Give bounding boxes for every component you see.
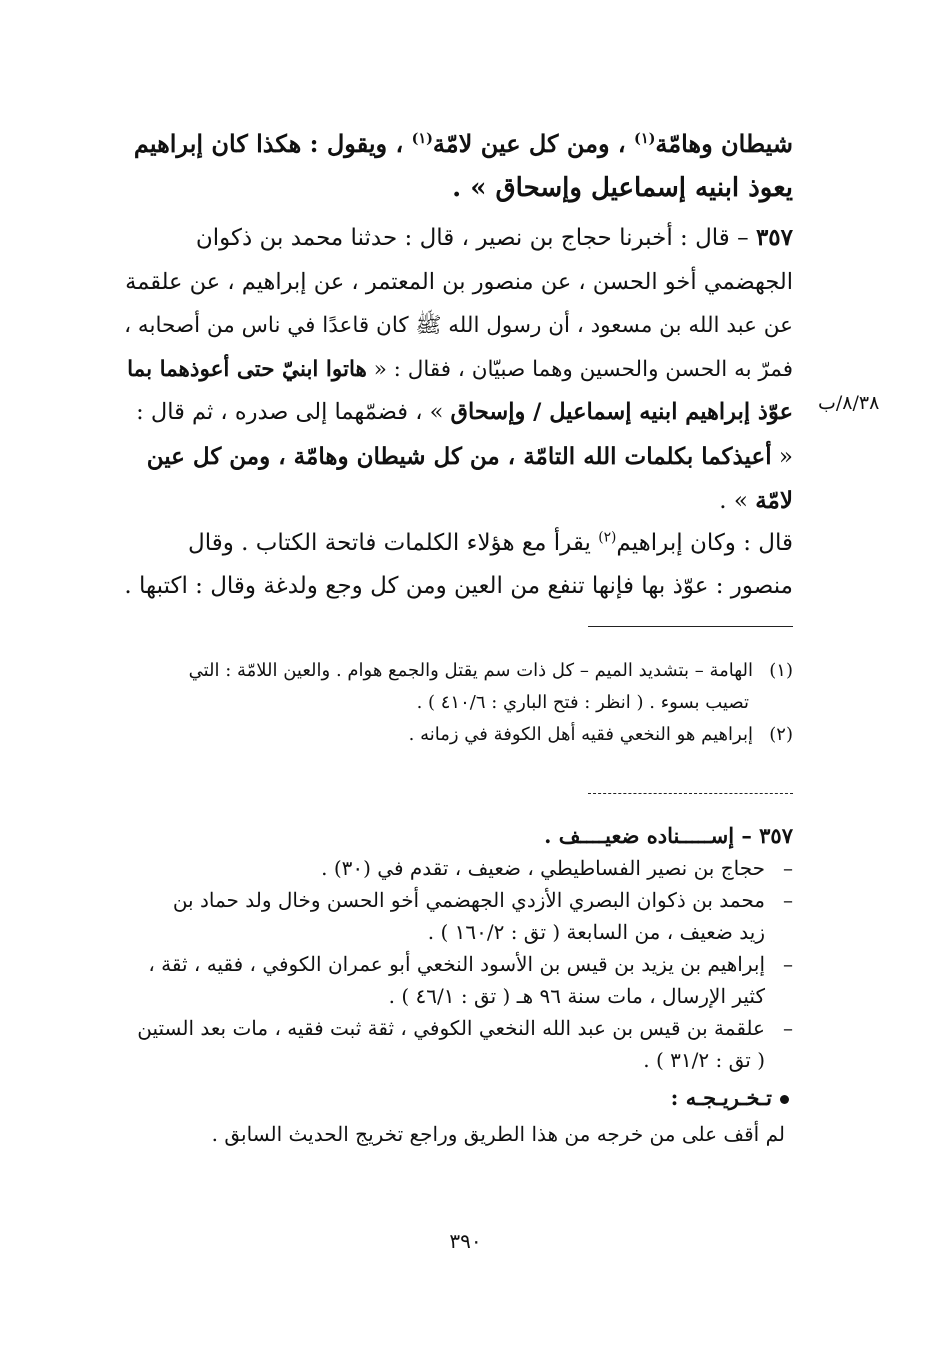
footnote-text: الهامة – بتشديد الميم – كل ذات سم يقتل والجمع هوام . والعين اللامّة : التي [188,660,753,681]
hadith-text: » . [719,488,756,514]
hadith-quote: لامّة [755,487,793,514]
footnote-divider [588,626,793,627]
narrator-item [125,852,793,884]
narrator-item-cont: زيد ضعيف ، من السابعة ( تق : ١٦٠/٢ ) . [427,920,765,944]
list-dash: – [783,888,793,912]
intro-text: ، ومن كل عين لامّة [432,129,635,158]
footnote-2 [125,719,793,751]
intro-text: شيطان وهامّة [655,129,793,158]
list-dash: – [783,1016,793,1040]
narrator-text: محمد بن ذكوان البصري الأزدي الجهضمي أخو الحسن وخال ولد حماد بن [172,888,765,912]
list-dash: – [783,856,793,880]
takhrij-text: لم أقف على من خرجه من هذا الطريق وراجع تخريج الحديث السابق . [211,1122,785,1146]
narrator-text: علقمة بن قيس بن عبد الله النخعي الكوفي ، ثقة ثبت فقيه ، مات بعد الستين [137,1016,765,1040]
commentary-divider [588,793,793,794]
closing-paragraph [125,522,793,608]
hadith-text: » ، فضمّهما إلى صدره ، ثم قال : [136,399,451,425]
hadith-text: – قال : أخبرنا حجاج بن نصير ، قال : حدثنا محمد بن ذكوان [195,225,756,251]
manuscript-folio-note: ٨/٣٨/ب [818,392,880,414]
intro-text: ، ويقول : هكذا كان إبراهيم [133,129,412,158]
narrator-text: حجاج بن نصير الفساطيطي ، ضعيف ، تقدم في (٣٠) . [321,856,765,880]
intro-line-1 [125,122,793,166]
hadith-line-7 [125,479,793,524]
hadith-line-3: عن عبد الله بن مسعود ، أن رسول الله ﷺ كان قاعدًا في ناس من أصحابه ، [124,313,793,338]
footnote-number: (١) [769,660,793,681]
closing-text: قال : وكان إبراهيم [616,530,793,556]
hadith-number: ٣٥٧ [759,823,793,848]
footnote-ref: (١) [411,130,433,147]
narrator-item [125,948,793,980]
narrator-item-cont: كثير الإرسال ، مات سنة ٩٦ هـ ( تق : ٤٦/١ ) . [388,984,765,1008]
narrator-text: إبراهيم بن يزيد بن قيس بن الأسود النخعي أبو عمران الكوفي ، فقيه ، ثقة ، [148,952,765,976]
grading-heading [125,820,793,852]
footnotes [125,655,793,751]
hadith-line-1 [125,216,793,261]
footnote-text: إبراهيم هو النخعي فقيه أهل الكوفة في زمانه . [408,724,753,745]
list-dash: – [783,952,793,976]
hadith-quote: أعيذكما بكلمات الله التامّة ، من كل شيطان وهامّة ، ومن كل عين [146,442,772,470]
closing-line-2: منصور : عوّذ بها فإنها تنفع من العين ومن كل وجع ولدغة وقال : اكتبها . [124,573,793,599]
footnote-1-cont: تصيب بسوء . ( انظر : فتح الباري : ٤١٠/٦ ) . [416,692,749,713]
hadith-357 [125,216,793,524]
footnote-number: (٢) [769,724,793,745]
hadith-quote: هاتوا ابنيّ حتى أعوذهما بما [127,356,367,382]
intro-line-2: يعوذ ابنيه إسماعيل وإسحاق » . [452,173,793,203]
hadith-line-6 [125,435,793,480]
isnad-grading [125,820,793,1150]
hadith-line-2: الجهضمي أخو الحسن ، عن منصور بن المعتمر ، عن إبراهيم ، عن علقمة [125,268,793,295]
intro-paragraph [125,122,793,210]
narrator-item [125,884,793,916]
footnote-ref: (٢) [598,529,617,546]
footnote-ref: (١) [634,130,656,147]
hadith-number: ٣٥٧ [755,224,793,251]
narrator-item [125,1012,793,1044]
footnote-1 [125,655,793,687]
page-number: ٣٩٠ [449,1229,482,1253]
takhrij-heading [125,1082,793,1114]
hadith-line-5 [125,391,793,435]
bullet-icon [780,1095,789,1104]
hadith-quote: عوّذ إبراهيم ابنيه إسماعيل / وإسحاق [450,399,793,425]
takhrij-title: تـخـريـجـه : [670,1085,772,1110]
narrator-item-cont: ( تق : ٣١/٢ ) . [643,1048,765,1072]
hadith-text: « [771,443,793,470]
grading-title: – إســـــناده ضعيــــف . [544,823,760,848]
hadith-line-4 [125,348,793,392]
closing-text: يقرأ مع هؤلاء الكلمات فاتحة الكتاب . وقال [187,530,599,556]
hadith-text: فمرّ به الحسن والحسين وهما صبيّان ، فقال : « [366,356,793,382]
closing-line-1 [125,522,793,565]
